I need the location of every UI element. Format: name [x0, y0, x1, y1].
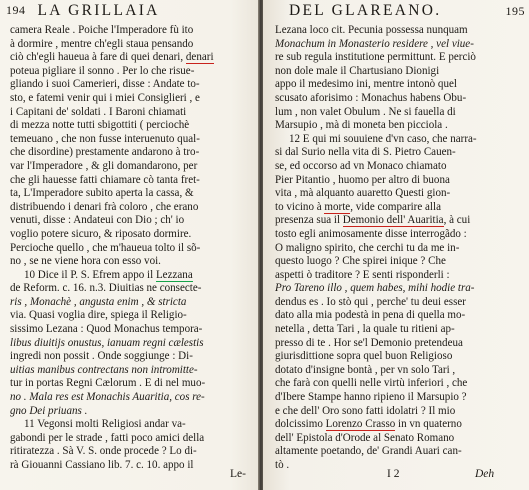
left-text-block [10, 24, 254, 473]
line-text: ris , Monachè , angusta enim , & stricta [10, 295, 187, 308]
line-text: presenza sua il [275, 214, 343, 227]
right-text-line [275, 228, 519, 242]
right-page [263, 0, 529, 490]
left-text-line [10, 391, 254, 405]
line-text: Monachum in Monasterio residere , vel viue- [275, 37, 474, 50]
line-text: Marsupio , mà di moneta ben picciola . [275, 119, 448, 132]
line-text: re sub regula institutione permittunt. E perciò [275, 51, 476, 64]
right-text-line [275, 418, 519, 432]
line-text: che farà con quelli nelle virtù inferiori , che [275, 377, 468, 390]
left-title: LA GRILLAIA [37, 2, 160, 19]
line-text: dendus es . Io stò qui , perche' tu deui esser [275, 295, 466, 308]
line-text: lum , non valet Obulum . Ne si fauella di [275, 105, 456, 118]
underlined-annotation: Lezzana [155, 268, 193, 281]
left-text-line [10, 255, 254, 269]
left-text-line [10, 296, 254, 310]
line-text: gabondi per le strade , fatti poco amici della [10, 431, 205, 444]
line-text: ingredi non possit . Onde soggiunge : Di- [10, 350, 193, 363]
right-text-block [275, 24, 519, 473]
line-text: sto, e fatemi venir qui i miei Consiglieri , e [10, 91, 200, 104]
left-text-line [10, 51, 254, 65]
right-text-line [275, 405, 519, 419]
line-text: vita , mà alquanto auaretto Questi gion- [275, 187, 451, 200]
underlined-annotation: denari [185, 51, 214, 64]
left-text-line [10, 282, 254, 296]
line-text: gliando i suoi Camerieri, disse : Andate to- [10, 78, 200, 91]
left-catchword: Le- [230, 468, 246, 480]
right-text-line [275, 106, 519, 120]
line-text: venuti, disse : Andateui con Dio ; ch' io [10, 214, 185, 227]
right-text-line [275, 51, 519, 65]
left-text-line [10, 323, 254, 337]
left-text-line [10, 459, 254, 473]
left-text-line [10, 309, 254, 323]
left-text-line [10, 92, 254, 106]
left-running-head [6, 2, 252, 22]
right-text-line [275, 432, 519, 446]
underlined-annotation: morte [324, 200, 351, 213]
left-text-line [10, 405, 254, 419]
line-text: 11 Vegonsi molti Religiosi andar va- [24, 418, 186, 431]
right-text-line [275, 78, 519, 92]
left-text-line [10, 445, 254, 459]
right-text-line [275, 337, 519, 351]
line-text: dell' Epistola d'Orode al Senato Romano [275, 431, 455, 444]
left-text-line [10, 78, 254, 92]
line-text: dato alla mia podestà in pena di quella mo- [275, 309, 466, 322]
line-text: no , se ne viene hora con esso voi. [10, 255, 161, 268]
line-text: de Reform. c. 16. n.3. Diuitias ne consecte- [10, 282, 202, 295]
line-text: tosto egli animosamente disse interrogãdo : [275, 227, 467, 240]
right-text-line [275, 119, 519, 133]
line-text: libus diuitijs onustus, ianuam regni cælestis [10, 336, 204, 349]
line-text: d'Ibere Stampe hanno ripieno il Marsupio ? [275, 391, 467, 404]
line-text: uitias manibus contrectans non intromitte- [10, 363, 198, 376]
line-text-after: , à cui [443, 214, 471, 227]
left-text-line [10, 24, 254, 38]
right-text-line [275, 445, 519, 459]
line-text: distribuendo i denari frà coloro , che erano [10, 200, 199, 213]
right-text-line [275, 38, 519, 52]
line-text: si dal Surio nella vita di S. Pietro Cauen- [275, 146, 456, 159]
left-text-line [10, 187, 254, 201]
right-title: DEL GLAREANO. [289, 2, 442, 19]
underlined-annotation: Lorenzo Crasso [325, 418, 396, 431]
line-text: ciò ch'egli haueua à fare di quei denari, [10, 51, 186, 64]
line-text: che gli hauesse fatti chiamare cò tanta fret- [10, 173, 200, 186]
right-text-line [275, 391, 519, 405]
line-text: e che dell' Oro sono fatti idolatri ? Il mio [275, 404, 456, 417]
line-text: var l'Imperadore , & gli domandarono, per [10, 159, 198, 172]
signature-mark: I 2 [387, 468, 400, 480]
right-text-line [275, 296, 519, 310]
line-text: Percioche quello , che m'haueua tolto il sõ- [10, 241, 201, 254]
right-text-line [275, 323, 519, 337]
right-text-line [275, 214, 519, 228]
right-text-line [275, 364, 519, 378]
left-text-line [10, 174, 254, 188]
right-text-line [275, 65, 519, 79]
line-text: camera Reale . Poiche l'Imperadore fù ito [10, 24, 194, 36]
left-text-line [10, 133, 254, 147]
line-text: 10 Dice il P. S. Efrem appo il [24, 268, 156, 281]
line-text: O maligno spirito, che cerchi tu da me in- [275, 241, 460, 254]
right-text-line [275, 282, 519, 296]
line-text: Lezana loco cit. Pecunia possessa nunquam [275, 24, 468, 36]
right-text-line [275, 255, 519, 269]
line-text: questo luogo ? Che spirei inique ? Che [275, 255, 446, 268]
underlined-annotation: Demonio dell' Auaritia [342, 214, 444, 227]
right-page-number: 195 [505, 4, 525, 18]
right-running-head [289, 2, 525, 22]
line-text: se, ed occorso ad vn Monaco chiamato [275, 159, 447, 172]
line-text: to vicino à [275, 200, 325, 213]
line-text-after: in vn quaterno [395, 418, 462, 431]
line-text: tur in portas Regni Cælorum . E di nel muo- [10, 377, 206, 390]
left-page-number: 194 [6, 3, 26, 17]
right-text-line [275, 242, 519, 256]
left-text-line [10, 242, 254, 256]
left-text-line [10, 38, 254, 52]
line-text: aspetti ò traditore ? E senti risponderli : [275, 268, 450, 281]
line-text: che disordine) prestamente andarono à tro- [10, 146, 200, 159]
right-text-line [275, 309, 519, 323]
left-text-line [10, 418, 254, 432]
left-text-line [10, 432, 254, 446]
right-text-line [275, 377, 519, 391]
left-text-line [10, 364, 254, 378]
left-text-line [10, 119, 254, 133]
line-text: rà Giouanni Cassiano lib. 7. c. 10. appo il [10, 459, 194, 471]
line-text: altamente poetando, de' Grandi Auari can- [275, 445, 462, 458]
left-text-line [10, 228, 254, 242]
right-text-line [275, 92, 519, 106]
line-text: Pier Pitantio , huomo per altro di buona [275, 173, 450, 186]
line-text: Pro Tareno illo , quem habes, mihi hodie tra- [275, 282, 475, 295]
line-text: à dormire , mentre ch'egli staua pensando [10, 37, 194, 50]
line-text: gno Dei priuans . [10, 404, 88, 417]
right-catchword: Deh [475, 468, 495, 480]
line-text-after: , vide comparire alla [350, 200, 441, 213]
right-text-line [275, 350, 519, 364]
line-text: temeuano , che non fusse interuenuto qual- [10, 132, 200, 145]
right-text-line [275, 187, 519, 201]
line-text: scusato aforisimo : Monachus habens Obu- [275, 91, 467, 104]
line-text: dolcissimo [275, 418, 326, 431]
line-text: 12 E qui mi souuiene d'vn caso, che narra- [289, 132, 477, 145]
line-text: ta, L'Imperadore subito aperta la cassa, & [10, 187, 194, 200]
left-text-line [10, 146, 254, 160]
line-text: i Capitani de' soldati . I Baroni chiamati [10, 105, 187, 118]
line-text: tò . [275, 459, 290, 471]
right-text-line [275, 146, 519, 160]
right-text-line [275, 269, 519, 283]
right-text-line [275, 174, 519, 188]
left-text-line [10, 269, 254, 283]
line-text: giurisdittione sopra quel buon Religioso [275, 350, 453, 363]
line-text: ritiratezza . Sà V. S. onde procede ? Lo di- [10, 445, 197, 458]
left-text-line [10, 106, 254, 120]
line-text: voglio potere sicuro, & riposato dormire. [10, 227, 192, 240]
left-text-line [10, 377, 254, 391]
line-text: sissimo Lezana : Quod Monachus tempora- [10, 323, 203, 336]
left-footer [230, 468, 246, 480]
left-text-line [10, 214, 254, 228]
line-text: dotato d'insigne bontà , per vn solo Tari , [275, 363, 456, 376]
left-text-line [10, 160, 254, 174]
right-text-line [275, 160, 519, 174]
left-text-line [10, 201, 254, 215]
line-text: di mezza notte tutti sbigottiti ( perciochè [10, 119, 190, 132]
right-text-line [275, 201, 519, 215]
left-page [0, 0, 262, 490]
left-text-line [10, 350, 254, 364]
line-text: netella , detta Tari , la quale tu ritieni ap- [275, 323, 455, 336]
right-text-line [275, 24, 519, 38]
line-text: appo il medesimo ini, mentre intonò quel [275, 78, 457, 91]
line-text: presso di te . Hor se'l Demonio pretendeua [275, 336, 463, 349]
line-text: no . Mala res est Monachis Auaritia, cos re- [10, 391, 205, 404]
line-text: via. Quasi voglia dire, spiega il Religio- [10, 309, 187, 322]
line-text: poteua pigliare il sonno . Per lo che risue- [10, 64, 195, 77]
left-text-line [10, 65, 254, 79]
right-text-line [275, 133, 519, 147]
left-text-line [10, 337, 254, 351]
line-text: non dole male il Chartusiano Dionigi [275, 64, 440, 77]
